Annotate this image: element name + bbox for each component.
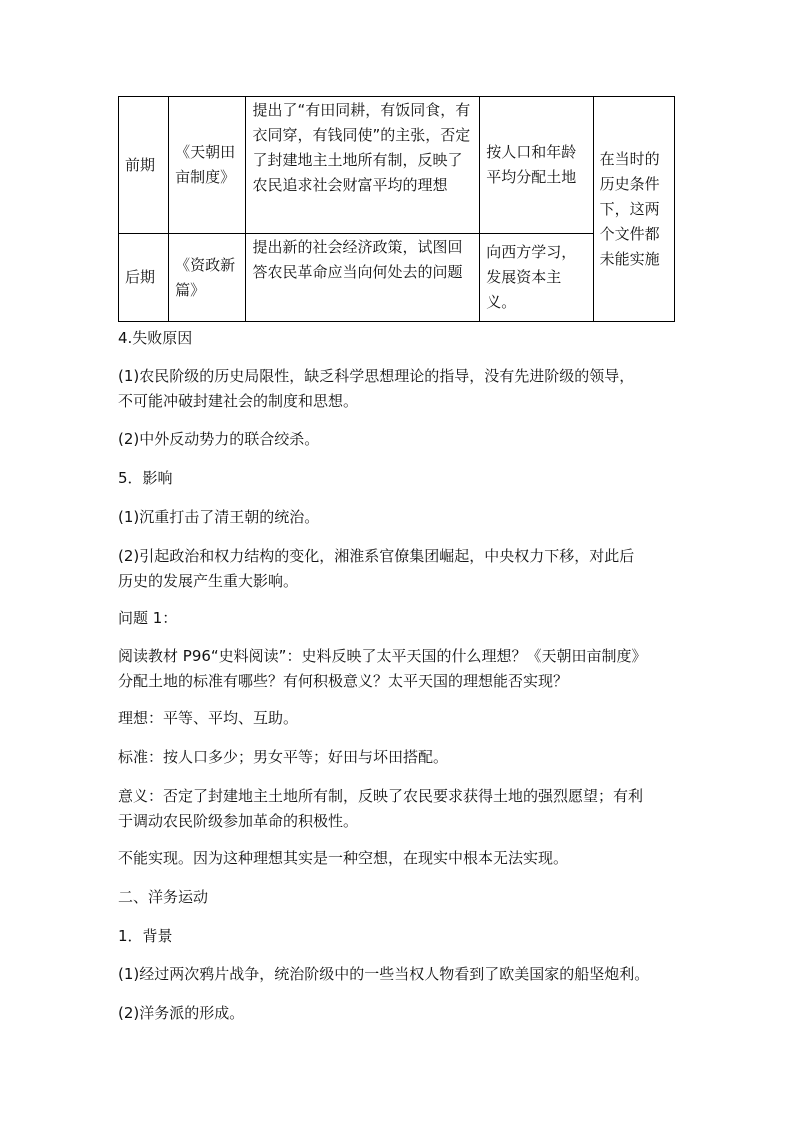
merged-note-cell: 在当时的历史条件下，这两个文件都未能实施 — [593, 97, 674, 322]
feature-cell: 按人口和年龄平均分配土地 — [480, 97, 593, 234]
question-heading: 问题 1： — [118, 609, 178, 627]
paragraph: (1)沉重打击了清王朝的统治。 — [118, 508, 320, 526]
period-cell: 后期 — [119, 234, 169, 322]
paragraph: (1)农民阶级的历史局限性，缺乏科学思想理论的指导，没有先进阶级的领导， 不可能冲破封建社会的制度和思想。 — [118, 367, 635, 410]
answer-standard: 标准：按人口多少；男女平等；好田与坏田搭配。 — [118, 748, 449, 766]
paragraph: (1)经过两次鸦片战争，统治阶级中的一些当权人物看到了欧美国家的船坚炮利。 — [118, 965, 650, 983]
content-cell: 提出了“有田同耕，有饭同食，有衣同穿，有钱同使”的主张，否定了封建地主土地所有制，反映了农民追求社会财富平均的理想 — [246, 97, 480, 234]
table-row — [119, 234, 675, 322]
section-heading-impact: 5．影响 — [118, 469, 173, 487]
document-cell: 《天朝田亩制度》 — [169, 97, 246, 234]
table-row — [119, 97, 675, 234]
comparison-table — [118, 96, 675, 322]
question-text: 阅读教材 P96“史料阅读”：史料反映了太平天国的什么理想？《天朝田亩制度》 分配土地的标准有哪些？有何积极意义？太平天国的理想能否实现？ — [118, 647, 647, 690]
content-cell: 提出新的社会经济政策，试图回答农民革命应当向何处去的问题 — [246, 234, 480, 322]
section-heading-failure-reasons: 4.失败原因 — [118, 329, 193, 347]
answer-feasibility: 不能实现。因为这种理想其实是一种空想，在现实中根本无法实现。 — [118, 849, 569, 867]
section-heading-background: 1．背景 — [118, 927, 173, 945]
paragraph: (2)引起政治和权力结构的变化，湘淮系官僚集团崛起，中央权力下移，对此后 历史的发展产生重大影响。 — [118, 547, 635, 590]
document-cell: 《资政新篇》 — [169, 234, 246, 322]
section-heading-westernization: 二、洋务运动 — [118, 888, 209, 906]
feature-cell: 向西方学习，发展资本主义。 — [480, 234, 593, 322]
answer-ideal: 理想：平等、平均、互助。 — [118, 709, 299, 727]
paragraph: (2)洋务派的形成。 — [118, 1004, 245, 1022]
paragraph: (2)中外反动势力的联合绞杀。 — [118, 430, 320, 448]
period-cell: 前期 — [119, 97, 169, 234]
answer-significance: 意义：否定了封建地主土地所有制，反映了农民要求获得土地的强烈愿望；有利 于调动农民阶级参加革命的积极性。 — [118, 787, 644, 830]
